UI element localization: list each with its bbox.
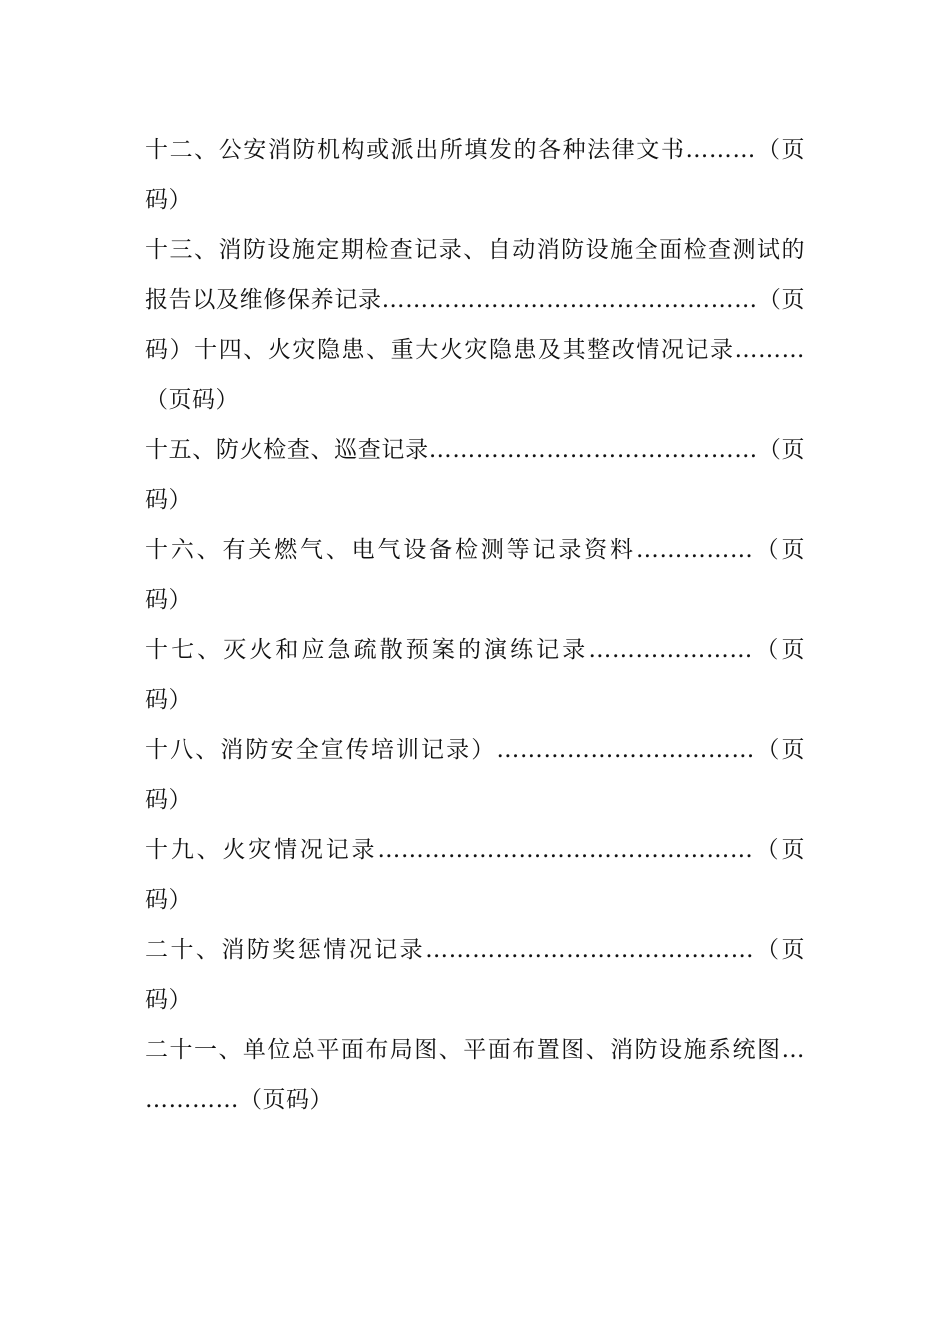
toc-line: 十二、公安消防机构或派出所填发的各种法律文书………（页 bbox=[145, 137, 805, 163]
toc-line: （页码） bbox=[145, 387, 239, 413]
toc-line: 码） bbox=[145, 887, 192, 913]
toc-line: 码） bbox=[145, 487, 192, 513]
toc-line: 码） bbox=[145, 987, 192, 1013]
toc-line: 码） bbox=[145, 687, 192, 713]
toc-line: 码） bbox=[145, 787, 192, 813]
toc-line: 十八、消防安全宣传培训记录）……………………………（页 bbox=[145, 737, 805, 763]
toc-line: …………（页码） bbox=[145, 1087, 333, 1113]
toc-line: 十九、火灾情况记录…………………………………………（页 bbox=[145, 837, 805, 863]
toc-line: 十三、消防设施定期检查记录、自动消防设施全面检查测试的 bbox=[145, 237, 805, 263]
toc-line: 十七、灭火和应急疏散预案的演练记录…………………（页 bbox=[145, 637, 805, 663]
toc-line: 二十、消防奖惩情况记录……………………………………（页 bbox=[145, 937, 805, 963]
toc-line: 报告以及维修保养记录…………………………………………（页 bbox=[145, 287, 805, 313]
toc-line: 二十一、单位总平面布局图、平面布置图、消防设施系统图… bbox=[145, 1037, 805, 1063]
toc-line: 十五、防火检查、巡查记录……………………………………（页 bbox=[145, 437, 805, 463]
toc-line: 码） bbox=[145, 587, 192, 613]
toc-line: 码） bbox=[145, 187, 192, 213]
toc-line: 十六、有关燃气、电气设备检测等记录资料……………（页 bbox=[145, 537, 805, 563]
toc-line: 码）十四、火灾隐患、重大火灾隐患及其整改情况记录……… bbox=[145, 337, 805, 363]
